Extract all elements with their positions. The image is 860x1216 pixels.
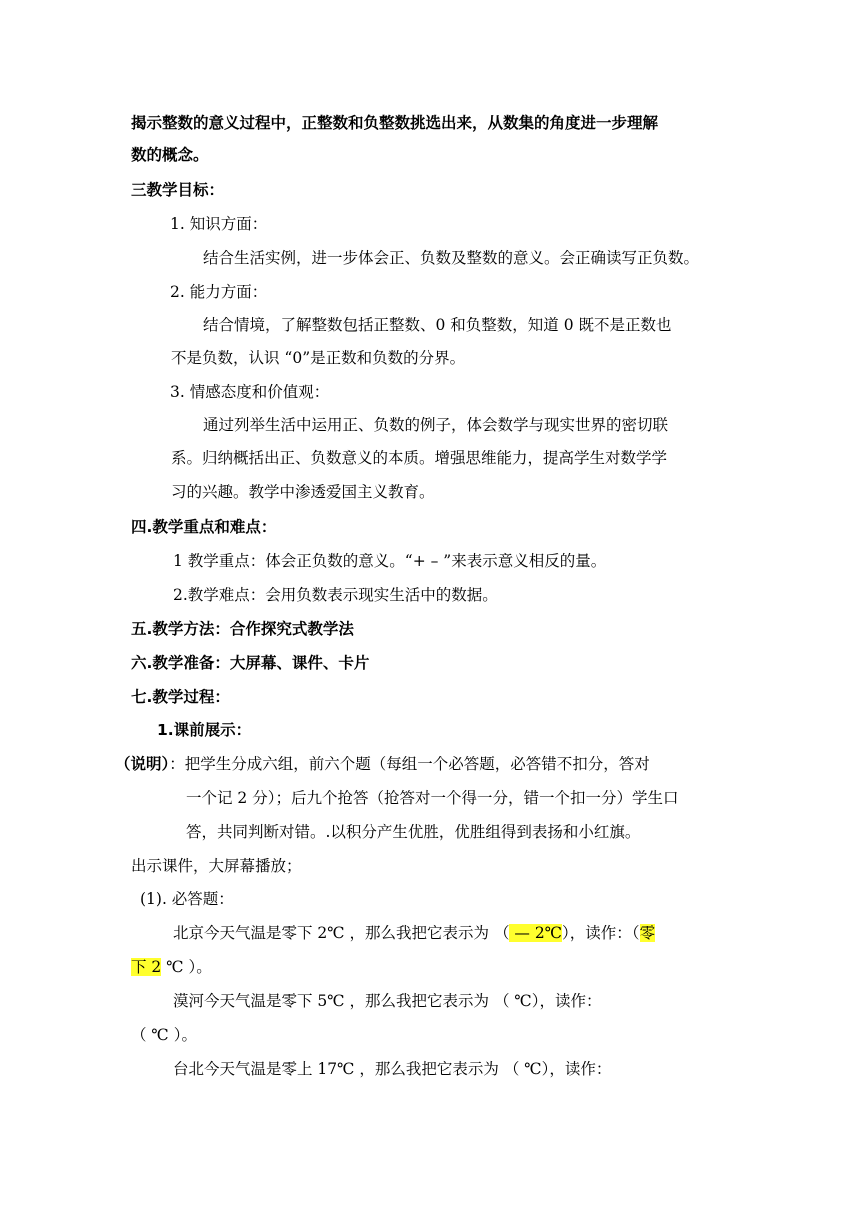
- q1-middle: ），读作：（: [562, 924, 640, 942]
- section-6-heading: 六.教学准备：大屏幕、课件、卡片: [131, 654, 370, 672]
- note-line-1: [115, 752, 650, 776]
- show-courseware: 出示课件，大屏幕播放；: [131, 857, 302, 875]
- note-line-3: 答，共同判断对错。.以积分产生优胜，优胜组得到表扬和小红旗。: [186, 823, 641, 841]
- q1-prefix: 北京今天气温是零下 2℃ ，那么我把它表示为 （: [173, 924, 510, 942]
- q1-read-highlight: 零: [639, 924, 656, 942]
- intro-line-2: 数的概念。: [131, 146, 209, 164]
- goal-3-text-1: 通过列举生活中运用正、负数的例子，体会数学与现实世界的密切联: [203, 416, 669, 434]
- question-2-line-2: （ ℃ ）。: [131, 1026, 197, 1044]
- question-3-line-1: 台北今天气温是零上 17℃ ，那么我把它表示为 （ ℃），读作：: [173, 1060, 612, 1078]
- required-questions-label: (1). 必答题：: [140, 890, 234, 908]
- goal-1-label: 1. 知识方面：: [170, 215, 268, 233]
- section-4-heading: 四.教学重点和难点：: [131, 518, 277, 536]
- goal-3-text-3: 习的兴趣。教学中渗透爱国主义教育。: [171, 483, 435, 501]
- section-7-heading: 七.教学过程：: [131, 688, 230, 706]
- goal-2-text-1: 结合情境，了解整数包括正整数、0 和负整数，知道 0 既不是正数也: [203, 316, 672, 334]
- question-2-line-1: 漠河今天气温是零下 5℃ ，那么我把它表示为 （ ℃），读作：: [173, 992, 602, 1010]
- note-line-2: 一个记 2 分）；后九个抢答（抢答对一个得一分，错一个扣一分）学生口: [186, 789, 679, 807]
- note-text-1: ：把学生分成六组，前六个题（每组一个必答题，必答错不扣分，答对: [169, 755, 650, 773]
- goal-2-text-2: 不是负数，认识 “0”是正数和负数的分界。: [171, 349, 466, 367]
- intro-line-1: 揭示整数的意义过程中，正整数和负整数挑选出来，从数集的角度进一步理解: [131, 114, 659, 132]
- section-3-heading: 三教学目标：: [131, 181, 225, 199]
- pre-class-heading: 1.课前展示：: [157, 721, 252, 739]
- q1-read-highlight-2: 下 2: [131, 958, 162, 976]
- question-1-line-2: [131, 955, 212, 979]
- goal-3-text-2: 系。归纳概括出正、负数意义的本质。增强思维能力，提高学生对数学学: [171, 449, 668, 467]
- goal-2-label: 2. 能力方面：: [170, 283, 268, 301]
- goal-3-label: 3. 情感态度和价值观：: [170, 383, 330, 401]
- question-1-line-1: [173, 921, 655, 945]
- goal-1-text: 结合生活实例，进一步体会正、负数及整数的意义。会正确读写正负数。: [203, 249, 700, 267]
- q1-answer-highlight: — 2℃: [509, 924, 563, 942]
- section-5-heading: 五.教学方法：合作探究式教学法: [131, 620, 354, 638]
- key-point: 1 教学重点：体会正负数的意义。“+ – ”来表示意义相反的量。: [173, 552, 607, 570]
- q1-line2-suffix: ℃ ）。: [161, 958, 212, 976]
- note-label: （说明）: [115, 755, 170, 773]
- difficult-point: 2.教学难点：会用负数表示现实生活中的数据。: [173, 586, 498, 604]
